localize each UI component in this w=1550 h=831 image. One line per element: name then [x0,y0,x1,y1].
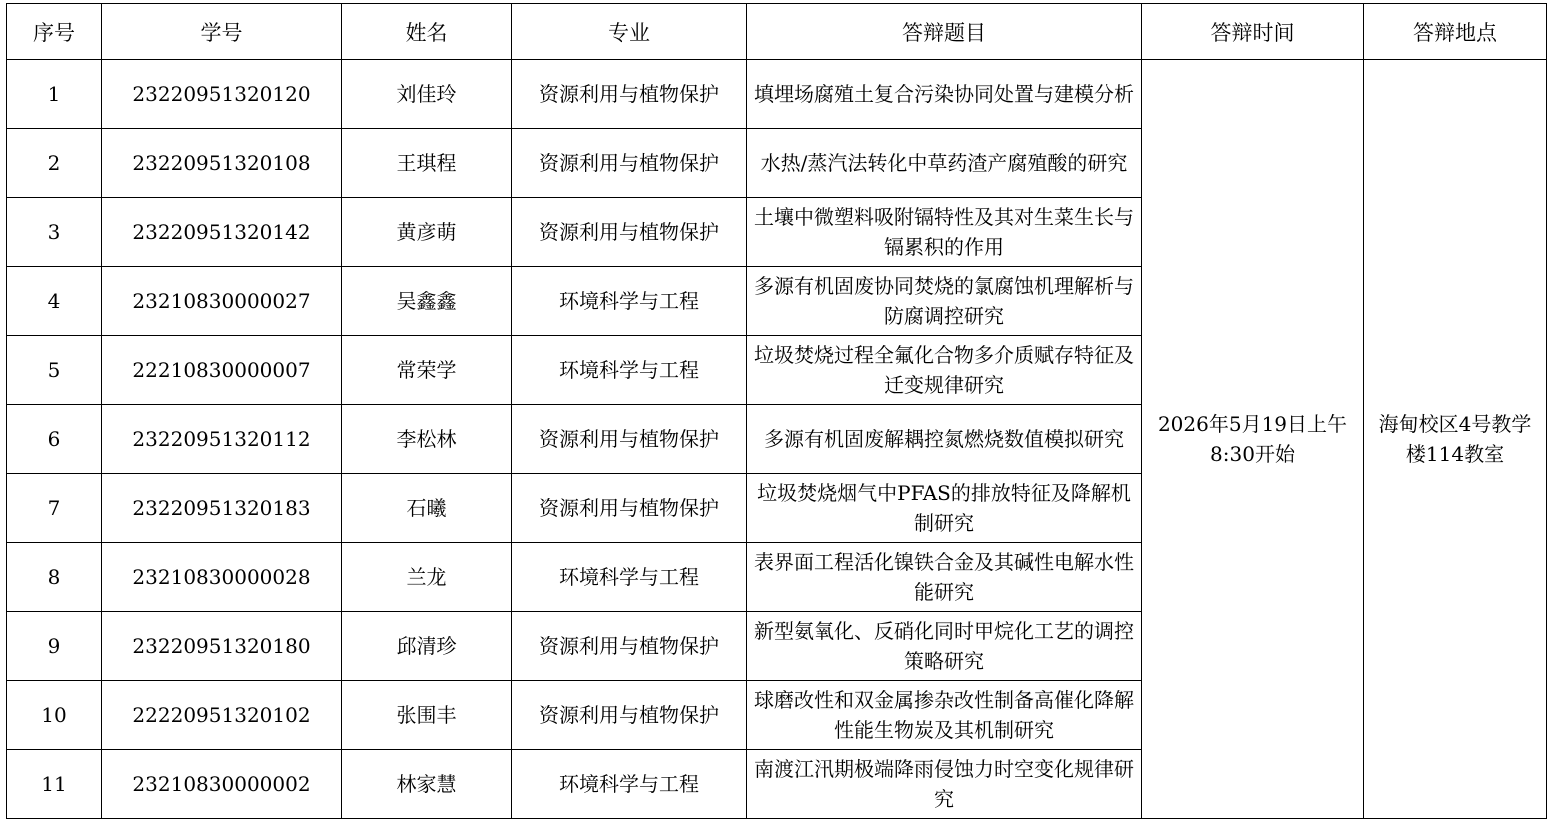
cell-student-id: 23220951320180 [102,612,342,681]
header-index: 序号 [7,4,102,60]
cell-major: 环境科学与工程 [512,336,747,405]
cell-topic: 球磨改性和双金属掺杂改性制备高催化降解性能生物炭及其机制研究 [747,681,1142,750]
header-name: 姓名 [342,4,512,60]
cell-student-id: 23220951320142 [102,198,342,267]
cell-major: 环境科学与工程 [512,267,747,336]
header-student-id: 学号 [102,4,342,60]
cell-student-id: 23220951320108 [102,129,342,198]
cell-major: 资源利用与植物保护 [512,60,747,129]
cell-major: 资源利用与植物保护 [512,198,747,267]
cell-name: 林家慧 [342,750,512,819]
cell-student-id: 23220951320183 [102,474,342,543]
cell-index: 5 [7,336,102,405]
cell-index: 2 [7,129,102,198]
defense-schedule-table [6,3,1547,819]
cell-student-id: 22210830000007 [102,336,342,405]
cell-major: 资源利用与植物保护 [512,681,747,750]
cell-topic: 多源有机固废协同焚烧的氯腐蚀机理解析与防腐调控研究 [747,267,1142,336]
table-body [7,60,1547,819]
cell-topic: 水热/蒸汽法转化中草药渣产腐殖酸的研究 [747,129,1142,198]
cell-name: 王琪程 [342,129,512,198]
cell-name: 常荣学 [342,336,512,405]
cell-index: 1 [7,60,102,129]
cell-topic: 南渡江汛期极端降雨侵蚀力时空变化规律研究 [747,750,1142,819]
cell-topic: 表界面工程活化镍铁合金及其碱性电解水性能研究 [747,543,1142,612]
cell-topic: 新型氨氧化、反硝化同时甲烷化工艺的调控策略研究 [747,612,1142,681]
cell-major: 环境科学与工程 [512,543,747,612]
cell-topic: 垃圾焚烧过程全氟化合物多介质赋存特征及迁变规律研究 [747,336,1142,405]
cell-major: 环境科学与工程 [512,750,747,819]
cell-name: 吴鑫鑫 [342,267,512,336]
cell-student-id: 23210830000027 [102,267,342,336]
cell-student-id: 22220951320102 [102,681,342,750]
cell-topic: 土壤中微塑料吸附镉特性及其对生菜生长与镉累积的作用 [747,198,1142,267]
cell-major: 资源利用与植物保护 [512,405,747,474]
cell-name: 刘佳玲 [342,60,512,129]
cell-major: 资源利用与植物保护 [512,612,747,681]
cell-index: 6 [7,405,102,474]
cell-name: 张围丰 [342,681,512,750]
header-row [7,4,1547,60]
cell-index: 11 [7,750,102,819]
header-location: 答辩地点 [1364,4,1547,60]
cell-index: 3 [7,198,102,267]
cell-index: 7 [7,474,102,543]
cell-topic: 垃圾焚烧烟气中PFAS的排放特征及降解机制研究 [747,474,1142,543]
cell-name: 石曦 [342,474,512,543]
cell-student-id: 23220951320120 [102,60,342,129]
cell-index: 9 [7,612,102,681]
cell-topic: 多源有机固废解耦控氮燃烧数值模拟研究 [747,405,1142,474]
header-topic: 答辩题目 [747,4,1142,60]
cell-student-id: 23210830000002 [102,750,342,819]
cell-major: 资源利用与植物保护 [512,129,747,198]
cell-student-id: 23210830000028 [102,543,342,612]
cell-name: 邱清珍 [342,612,512,681]
cell-name: 李松林 [342,405,512,474]
table-row [7,60,1547,129]
cell-index: 8 [7,543,102,612]
header-time: 答辩时间 [1142,4,1364,60]
cell-name: 黄彦萌 [342,198,512,267]
cell-name: 兰龙 [342,543,512,612]
header-major: 专业 [512,4,747,60]
cell-topic: 填埋场腐殖土复合污染协同处置与建模分析 [747,60,1142,129]
cell-defense-location: 海甸校区4号教学楼114教室 [1364,60,1547,819]
table-header [7,4,1547,60]
cell-index: 4 [7,267,102,336]
cell-student-id: 23220951320112 [102,405,342,474]
cell-major: 资源利用与植物保护 [512,474,747,543]
cell-index: 10 [7,681,102,750]
cell-defense-time: 2026年5月19日上午8:30开始 [1142,60,1364,819]
